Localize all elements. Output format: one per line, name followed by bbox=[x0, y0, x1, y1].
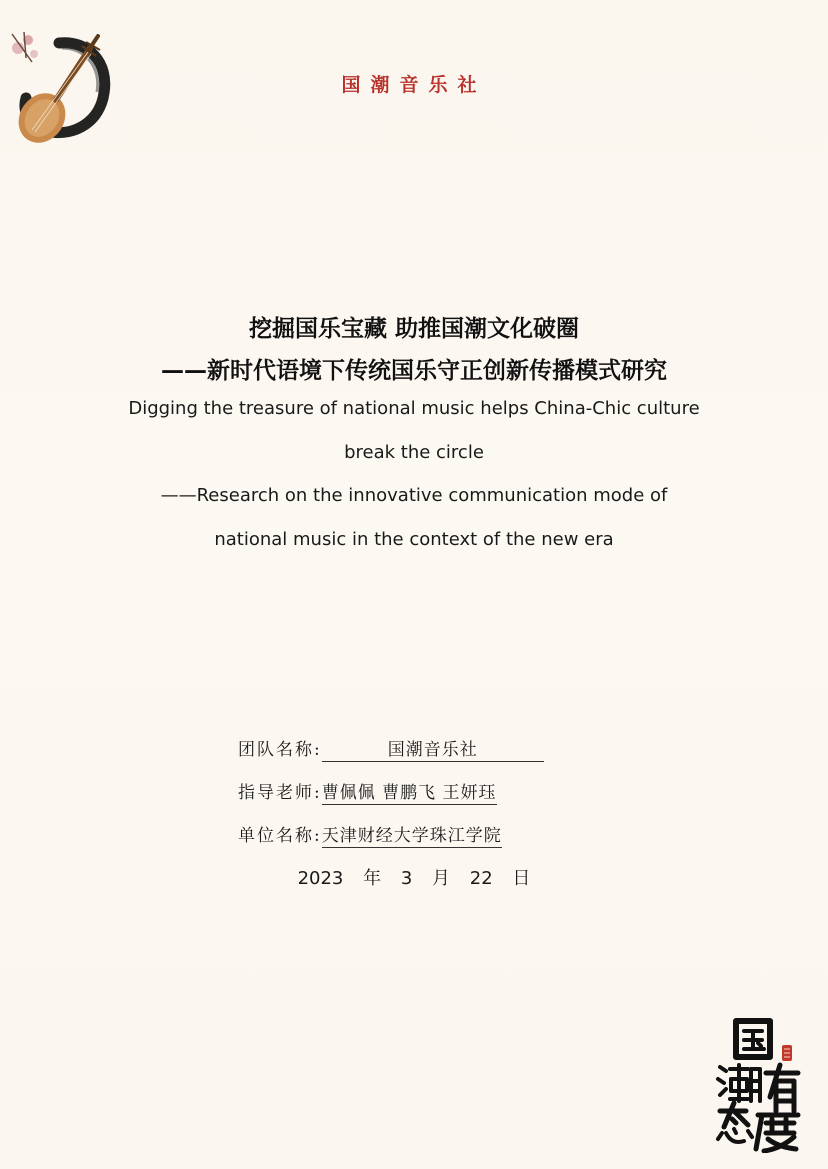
title-cn-line2: ——新时代语境下传统国乐守正创新传播模式研究 bbox=[161, 358, 667, 384]
title-cn-line1: 挖掘国乐宝藏 助推国潮文化破圈 bbox=[248, 316, 579, 342]
date-month-unit: 月 bbox=[432, 868, 451, 889]
team-name-row bbox=[238, 735, 544, 762]
org-header-title: 国潮音乐社 bbox=[341, 74, 487, 96]
title-en-line1: Digging the treasure of national music helps China-Chic culture bbox=[128, 398, 700, 419]
date-year: 2023 bbox=[297, 868, 344, 889]
advisor-row bbox=[238, 778, 497, 805]
advisor-value: 曹佩佩 曹鹏飞 王妍珏 bbox=[322, 778, 497, 805]
date-day: 22 bbox=[469, 868, 493, 889]
unit-value: 天津财经大学珠江学院 bbox=[322, 821, 502, 848]
date-month: 3 bbox=[400, 868, 413, 889]
date-day-unit: 日 bbox=[512, 868, 531, 889]
document-date bbox=[0, 864, 828, 890]
unit-label: 单位名称: bbox=[238, 826, 322, 846]
guochao-calligraphy-seal-icon bbox=[714, 1015, 802, 1153]
date-year-unit: 年 bbox=[363, 868, 382, 889]
title-en-line2: break the circle bbox=[344, 442, 484, 463]
team-name-label: 团队名称: bbox=[238, 740, 322, 760]
title-en-line4: national music in the context of the new era bbox=[214, 529, 614, 550]
advisor-label: 指导老师: bbox=[238, 783, 322, 803]
team-name-value: 国潮音乐社 bbox=[322, 735, 544, 762]
title-en-line3: ——Research on the innovative communication mode of bbox=[160, 485, 668, 506]
unit-row bbox=[238, 821, 502, 848]
